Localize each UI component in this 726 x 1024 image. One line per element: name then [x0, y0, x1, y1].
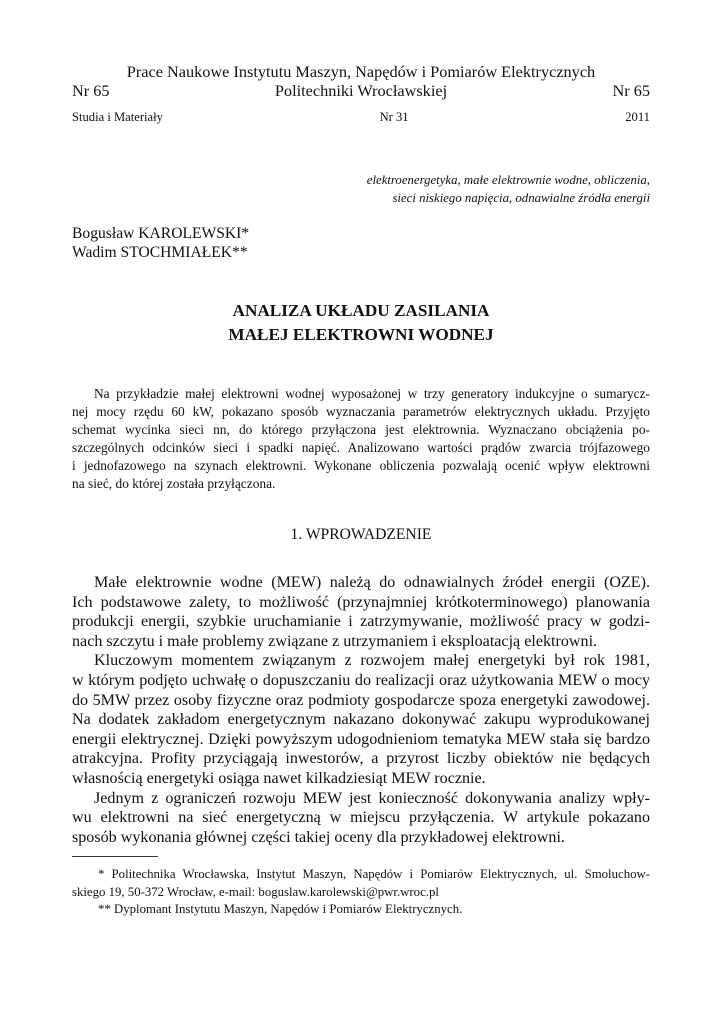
body-line: produkcji energii, szybkie uruchamianie i zatrzymywanie, możliwość pracy w godzi-: [72, 613, 650, 631]
body-line: Ich podstawowe zalety, to możliwość (przynajmniej krótkoterminowego) planowania: [72, 593, 650, 611]
section-heading: 1. WPROWADZENIE: [290, 526, 432, 543]
body-line: Małe elektrownie wodne (MEW) należą do odnawialnych źródeł energii (OZE).: [94, 574, 650, 591]
journal-title-line-2: Politechniki Wrocławskiej: [274, 81, 448, 100]
body-line: energii elektrycznej. Dzięki powyższym udogodnieniom tematyka MEW stała się bardzo: [72, 730, 650, 748]
body-text: [72, 573, 650, 847]
keywords: [230, 171, 650, 207]
keywords-line: sieci niskiego napięcia, odnawialne źródła energii: [392, 191, 650, 205]
abstract-line: na sieć, do której została przyłączona.: [72, 476, 276, 491]
footnote-line: * Politechnika Wrocławska, Instytut Maszyn, Napędów i Pomiarów Elektrycznych, ul. Smoluchow-: [98, 867, 650, 881]
abstract-line: nej mocy rzędu 60 kW, pokazano sposób wyznaczania parametrów elektrycznych układu. Przyjęto: [72, 404, 650, 419]
series-row: [72, 110, 650, 125]
body-line: Kluczowym momentem związanym z rozwojem małej energetyki był rok 1981,: [94, 652, 650, 670]
series-name: Studia i Materiały: [72, 110, 163, 124]
abstract-line: szczególnych odcinków sieci i spadki napięć. Analizowano wartości prądów zwarcia trójfazowego: [72, 440, 650, 455]
body-line: własnością energetyki osiąga nawet kilkadziesiąt MEW rocznie.: [72, 769, 486, 787]
abstract-line: i jednofazowego na szynach elektrowni. Wykonane obliczenia pozwalają ocenić wpływ elektrowni: [72, 458, 650, 473]
journal-header-row: [72, 81, 650, 101]
body-line: Na dodatek zakładom energetycznym nakazano dokonywać zakupu wyprodukowanej: [72, 711, 650, 729]
body-line: Jednym z ograniczeń rozwoju MEW jest konieczność dokonywania analizy wpły-: [94, 789, 650, 807]
abstract: [72, 385, 650, 493]
issue-number-left: Nr 65: [72, 81, 110, 100]
footnotes: [72, 866, 650, 919]
abstract-line: Na przykładzie małej elektrowni wodnej wyposażonej w trzy generatory indukcyjne o sumarycz-: [94, 386, 650, 401]
paper-title: [72, 299, 650, 347]
journal-title-line-1: Prace Naukowe Instytutu Maszyn, Napędów i Pomiarów Elektrycznych: [126, 62, 596, 81]
body-line: do 5MW przez osoby fizyczne oraz podmioty gospodarcze spoza energetyki zawodowej.: [72, 691, 650, 709]
body-line: nach szczytu i małe problemy związane z utrzymaniem i eksploatacją elektrowni.: [72, 632, 598, 650]
author: Wadim STOCHMIAŁEK**: [72, 244, 248, 261]
title-line: MAŁEJ ELEKTROWNI WODNEJ: [228, 325, 494, 344]
authors: [72, 224, 249, 262]
footnote-line: ** Dyplomant Instytutu Maszyn, Napędów i Pomiarów Elektrycznych.: [98, 902, 463, 917]
title-line: ANALIZA UKŁADU ZASILANIA: [232, 301, 490, 320]
body-line: wu elektrowni na sieć energetyczną w miejscu przyłączenia. W artykule pokazano: [72, 809, 650, 827]
publication-year: 2011: [625, 110, 650, 124]
author: Bogusław KAROLEWSKI*: [72, 225, 250, 242]
abstract-line: schemat wycinka sieci nn, do którego przyłączona jest elektrownia. Wyznaczano obciążenia po-: [72, 422, 650, 437]
keywords-line: elektroenergetyka, małe elektrownie wodne, obliczenia,: [366, 173, 650, 187]
issue-number-right: Nr 65: [612, 81, 650, 100]
body-line: atrakcyjna. Profity przyciągają inwestorów, a przyrost liczby obiektów nie będących: [72, 750, 650, 768]
body-line: w którym podjęto uchwałę o dopuszczaniu do realizacji oraz użytkowania MEW o mocy: [72, 671, 650, 689]
footnote-line: skiego 19, 50-372 Wrocław, e-mail: boguslaw.karolewski@pwr.wroc.pl: [72, 884, 439, 899]
series-number: Nr 31: [379, 110, 409, 124]
body-line: sposób wykonania głównej części takiej oceny dla przykładowej elektrowni.: [72, 828, 565, 846]
footnote-separator: [72, 856, 158, 857]
